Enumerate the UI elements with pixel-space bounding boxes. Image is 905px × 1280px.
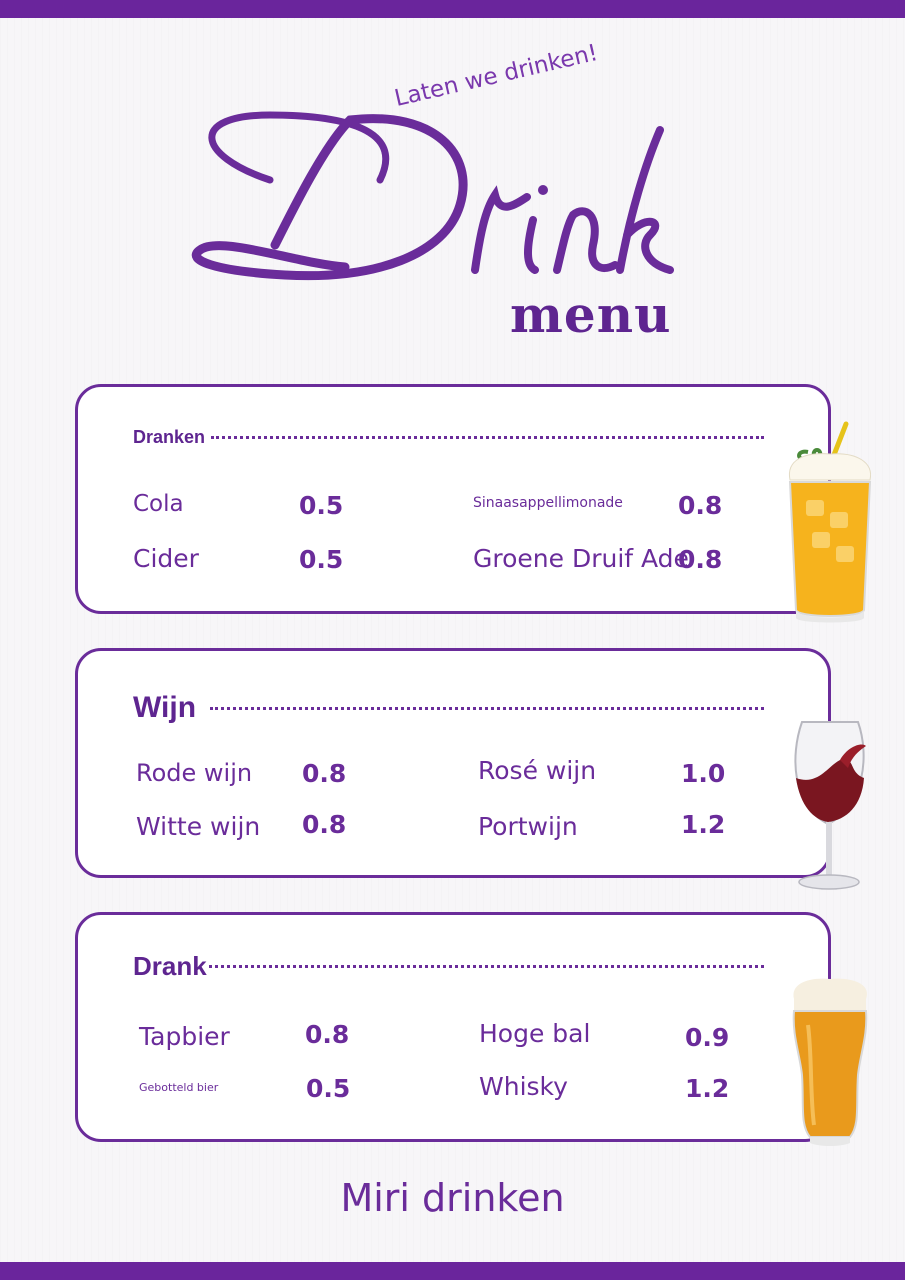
dotted-divider xyxy=(210,707,764,710)
svg-text:Drink: Drink xyxy=(175,85,178,86)
menu-item-price: 0.5 xyxy=(306,1074,351,1103)
menu-item-name: Tapbier xyxy=(139,1022,230,1051)
beer-glass-icon xyxy=(788,975,872,1147)
bottom-bar xyxy=(0,1262,905,1280)
menu-item-name: Whisky xyxy=(479,1072,568,1101)
dotted-divider xyxy=(211,436,764,439)
menu-item-price: 0.8 xyxy=(302,759,347,788)
footer-title: Miri drinken xyxy=(340,1176,565,1220)
section-card-dranken xyxy=(75,384,831,614)
menu-item-name: Cider xyxy=(133,544,199,573)
menu-item-name: Rode wijn xyxy=(136,759,253,787)
tagline: Laten we drinken! xyxy=(392,39,601,112)
lemonade-glass-icon xyxy=(784,420,876,625)
wine-glass-icon xyxy=(788,716,872,894)
section-header xyxy=(133,691,764,725)
section-header xyxy=(133,951,764,982)
menu-item-price: 1.0 xyxy=(681,759,726,788)
section-title: Dranken xyxy=(133,427,206,447)
section-card-wijn xyxy=(75,648,831,878)
menu-item-name: Witte wijn xyxy=(136,812,261,841)
menu-item-name: Rosé wijn xyxy=(478,756,597,785)
menu-item-name: Sinaasappellimonade xyxy=(473,495,623,511)
title-drink-script xyxy=(175,85,675,295)
menu-item-price: 1.2 xyxy=(681,810,726,839)
menu-item-price: 0.8 xyxy=(678,545,723,574)
menu-item-name: Gebotteld bier xyxy=(139,1081,219,1094)
top-bar xyxy=(0,0,905,18)
section-card-drank xyxy=(75,912,831,1142)
menu-item-price: 1.2 xyxy=(685,1074,730,1103)
section-header xyxy=(133,427,764,448)
menu-item-price: 0.5 xyxy=(299,545,344,574)
menu-item-price: 0.5 xyxy=(299,491,344,520)
dotted-divider xyxy=(209,965,764,968)
section-title: Wijn xyxy=(133,691,197,724)
menu-item-price: 0.9 xyxy=(685,1023,730,1052)
menu-item-price: 0.8 xyxy=(678,491,723,520)
title-menu: menu xyxy=(510,285,672,344)
menu-item-name: Groene Druif Ade xyxy=(473,544,689,573)
menu-item-name: Portwijn xyxy=(478,812,578,841)
menu-item-name: Cola xyxy=(133,491,184,517)
section-title: Drank xyxy=(133,951,207,981)
menu-item-price: 0.8 xyxy=(305,1020,350,1049)
menu-item-name: Hoge bal xyxy=(479,1019,591,1048)
menu-item-price: 0.8 xyxy=(302,810,347,839)
